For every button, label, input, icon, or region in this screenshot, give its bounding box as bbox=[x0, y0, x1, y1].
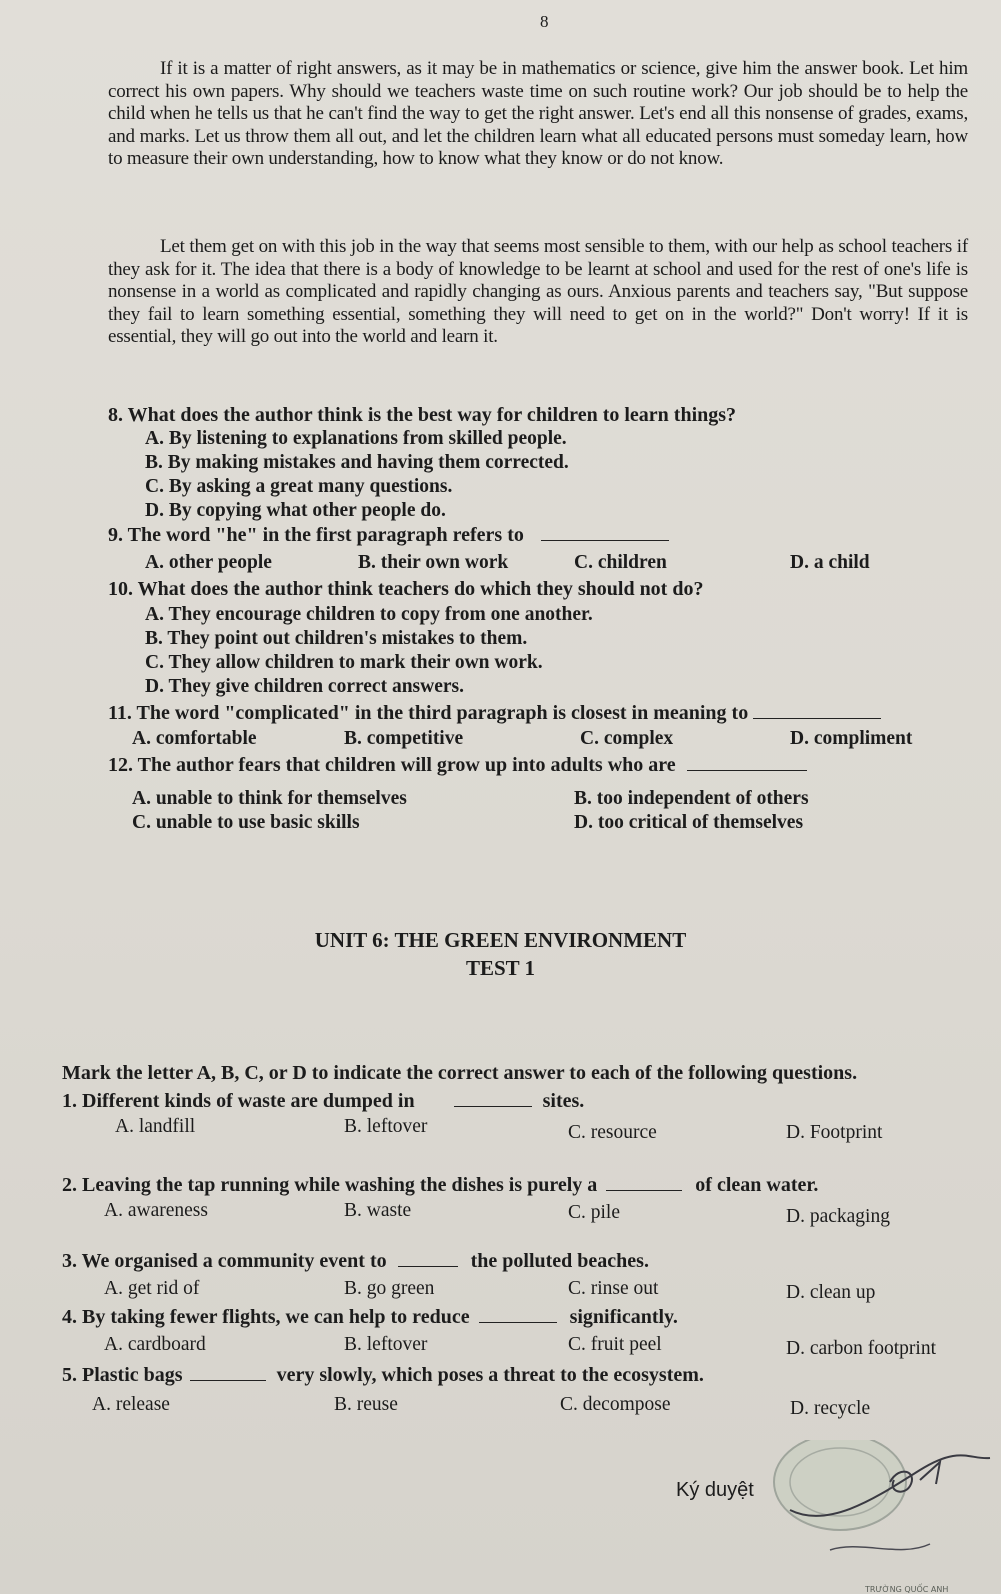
test-title: TEST 1 bbox=[465, 956, 536, 980]
question-11-option-b[interactable]: B. competitive bbox=[344, 728, 464, 749]
question-8-stem: 8. What does the author think is the best way for children to learn things? bbox=[108, 404, 737, 426]
unit-title: UNIT 6: THE GREEN ENVIRONMENT bbox=[314, 928, 687, 952]
question-9-option-a[interactable]: A. other people bbox=[145, 552, 272, 573]
unit6-question-2-option-d[interactable]: D. packaging bbox=[786, 1206, 890, 1227]
question-8-option-d[interactable]: D. By copying what other people do. bbox=[145, 500, 446, 521]
question-11-option-c[interactable]: C. complex bbox=[580, 728, 674, 749]
unit6-question-5-option-c[interactable]: C. decompose bbox=[560, 1394, 671, 1415]
question-12-stem bbox=[108, 754, 807, 777]
question-8-option-a[interactable]: A. By listening to explanations from skilled people. bbox=[145, 428, 567, 449]
unit6-question-2-after: of clean water. bbox=[695, 1174, 819, 1196]
unit6-question-4-option-b[interactable]: B. leftover bbox=[344, 1334, 428, 1355]
unit6-question-1-stem bbox=[62, 1090, 584, 1113]
unit6-question-4-option-d[interactable]: D. carbon footprint bbox=[786, 1338, 937, 1359]
unit6-question-1-option-d[interactable]: D. Footprint bbox=[786, 1122, 883, 1143]
unit6-question-4-stem bbox=[62, 1306, 678, 1329]
signature-label: Ký duyệt bbox=[676, 1479, 754, 1501]
unit6-question-3-after: the polluted beaches. bbox=[470, 1250, 649, 1272]
question-9-blank[interactable] bbox=[541, 526, 669, 541]
unit6-question-1-option-a[interactable]: A. landfill bbox=[115, 1116, 196, 1137]
unit6-question-4-option-a[interactable]: A. cardboard bbox=[104, 1334, 206, 1355]
question-12-text: 12. The author fears that children will grow up into adults who are bbox=[108, 754, 676, 776]
question-10-option-a[interactable]: A. They encourage children to copy from one another. bbox=[145, 604, 593, 625]
unit6-question-5-option-b[interactable]: B. reuse bbox=[334, 1394, 398, 1415]
question-9-option-c[interactable]: C. children bbox=[574, 552, 667, 573]
unit6-question-3-option-d[interactable]: D. clean up bbox=[786, 1282, 876, 1303]
svg-text:TRƯỜNG QUỐC ANH: TRƯỜNG QUỐC ANH bbox=[865, 1585, 949, 1594]
unit6-question-2-option-a[interactable]: A. awareness bbox=[104, 1200, 208, 1221]
question-12-option-a[interactable]: A. unable to think for themselves bbox=[132, 788, 407, 809]
question-11-text: 11. The word "complicated" in the third paragraph is closest in meaning to bbox=[108, 702, 749, 724]
passage-paragraph-1: If it is a matter of right answers, as it may be in mathematics or science, give him the answer book. Let him correct his own papers. Why should we teachers waste time on such routine work? Our job should be to help the child when he tells us that he can't find the way to get the right answer. Let's end all this nonsense of grades, exams, and marks. Let us throw them all out, and let the children learn what all educated persons must someday learn, how to measure their own understanding, how to know what they know or do not know. bbox=[108, 58, 968, 169]
question-11-stem bbox=[108, 702, 881, 725]
unit6-question-3-option-c[interactable]: C. rinse out bbox=[568, 1278, 659, 1299]
unit6-question-4-after: significantly. bbox=[569, 1306, 678, 1328]
stamp-signature-icon bbox=[770, 1440, 1000, 1594]
question-10-option-c[interactable]: C. They allow children to mark their own work. bbox=[145, 652, 543, 673]
question-12-option-b[interactable]: B. too independent of others bbox=[574, 788, 809, 809]
unit6-question-2-option-c[interactable]: C. pile bbox=[568, 1202, 620, 1223]
unit6-question-2-text: 2. Leaving the tap running while washing the dishes is purely a bbox=[62, 1174, 598, 1196]
unit6-question-5-blank[interactable] bbox=[190, 1366, 266, 1381]
unit6-question-5-stem bbox=[62, 1364, 704, 1387]
unit6-question-3-option-b[interactable]: B. go green bbox=[344, 1278, 435, 1299]
unit6-question-5-after: very slowly, which poses a threat to the ecosystem. bbox=[276, 1364, 704, 1386]
unit6-question-4-option-c[interactable]: C. fruit peel bbox=[568, 1334, 662, 1355]
question-11-blank[interactable] bbox=[753, 704, 881, 719]
unit6-question-2-blank[interactable] bbox=[606, 1176, 682, 1191]
page-number: 8 bbox=[540, 12, 549, 31]
unit6-question-3-blank[interactable] bbox=[398, 1252, 458, 1267]
unit6-question-3-text: 3. We organised a community event to bbox=[62, 1250, 387, 1272]
question-12-blank[interactable] bbox=[687, 756, 807, 771]
question-10-option-b[interactable]: B. They point out children's mistakes to them. bbox=[145, 628, 528, 649]
unit6-question-5-option-a[interactable]: A. release bbox=[92, 1394, 170, 1415]
instruction: Mark the letter A, B, C, or D to indicate the correct answer to each of the following questions. bbox=[62, 1062, 858, 1084]
unit6-question-4-blank[interactable] bbox=[479, 1308, 557, 1323]
unit6-question-3-option-a[interactable]: A. get rid of bbox=[104, 1278, 200, 1299]
unit6-question-2-option-b[interactable]: B. waste bbox=[344, 1200, 412, 1221]
unit6-question-1-after: sites. bbox=[542, 1090, 585, 1112]
unit6-question-1-option-c[interactable]: C. resource bbox=[568, 1122, 657, 1143]
question-10-option-d[interactable]: D. They give children correct answers. bbox=[145, 676, 464, 697]
question-11-option-d[interactable]: D. compliment bbox=[790, 728, 913, 749]
question-12-option-c[interactable]: C. unable to use basic skills bbox=[132, 812, 360, 833]
question-11-option-a[interactable]: A. comfortable bbox=[132, 728, 257, 749]
unit6-question-4-text: 4. By taking fewer flights, we can help to reduce bbox=[62, 1306, 470, 1328]
question-10-stem: 10. What does the author think teachers do which they should not do? bbox=[108, 578, 704, 600]
question-8-option-c[interactable]: C. By asking a great many questions. bbox=[145, 476, 453, 497]
unit6-question-1-blank[interactable] bbox=[454, 1092, 532, 1107]
question-9-stem bbox=[108, 524, 669, 547]
question-9-option-d[interactable]: D. a child bbox=[790, 552, 870, 573]
unit6-question-5-text: 5. Plastic bags bbox=[62, 1364, 183, 1386]
question-9-text: 9. The word "he" in the first paragraph refers to bbox=[108, 524, 524, 546]
passage-paragraph-2: Let them get on with this job in the way that seems most sensible to them, with our help as school teachers if they ask for it. The idea that there is a body of knowledge to be learnt at school and used for the rest of one's life is nonsense in a world as complicated and rapidly changing as ours. Anxious parents and teachers say, "But suppose they fail to learn something essential, something they will need to get on in the world?" Don't worry! If it is essential, they will go out into the world and learn it. bbox=[108, 236, 968, 347]
unit6-question-5-option-d[interactable]: D. recycle bbox=[790, 1398, 871, 1419]
unit6-question-2-stem bbox=[62, 1174, 818, 1197]
unit6-question-1-option-b[interactable]: B. leftover bbox=[344, 1116, 428, 1137]
question-12-option-d[interactable]: D. too critical of themselves bbox=[574, 812, 804, 833]
question-9-option-b[interactable]: B. their own work bbox=[358, 552, 509, 573]
question-8-option-b[interactable]: B. By making mistakes and having them corrected. bbox=[145, 452, 569, 473]
unit6-question-1-text: 1. Different kinds of waste are dumped in bbox=[62, 1090, 415, 1112]
unit6-question-3-stem bbox=[62, 1250, 649, 1273]
